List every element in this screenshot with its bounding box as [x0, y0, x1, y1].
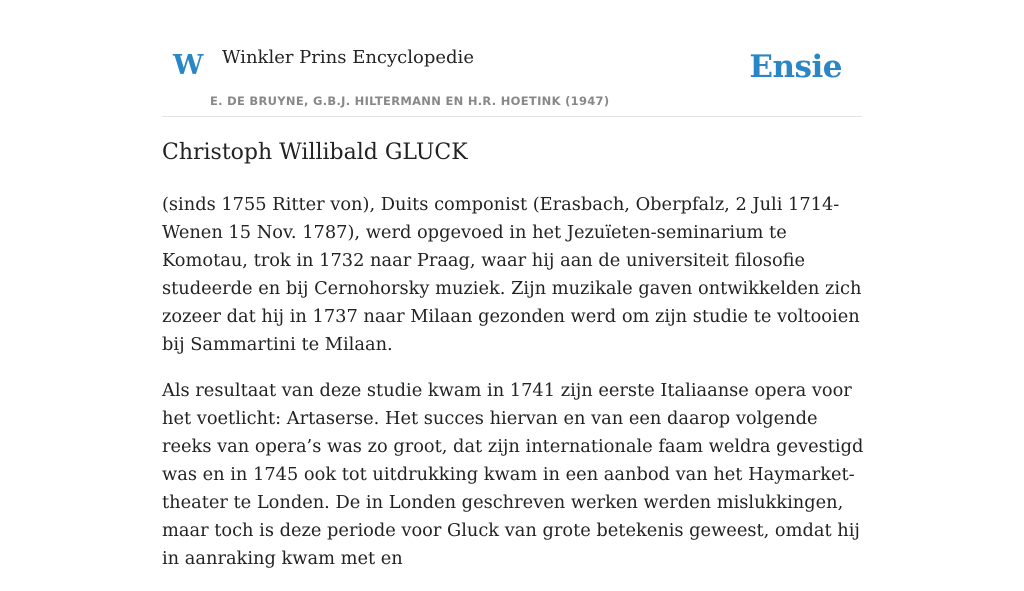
ensie-logo-link[interactable]: Ensie: [749, 49, 842, 85]
article-body: [162, 191, 864, 591]
article-paragraph: (sinds 1755 Ritter von), Duits componist (Erasbach, Oberpfalz, 2 Juli 1714-Wenen 15 Nov. 1787), werd opgevoed in het Jezuïeten-seminarium te Komotau, trok in 1732 naar Praag, waar hij aan de universiteit filosofie studeerde en bij Cernohorsky muziek. Zijn muzikale gaven ontwikkelden zich zozeer dat hij in 1737 naar Milaan gezonden werd om zijn studie te voltooien bij Sammartini te Milaan.: [162, 194, 862, 355]
article-paragraph: Als resultaat van deze studie kwam in 1741 zijn eerste Italiaanse opera voor het voetlicht: Artaserse. Het succes hiervan en van een daarop volgende reeks van opera’s was zo groot, dat zijn internationale faam weldra gevestigd was en in 1745 ook tot uitdrukking kwam in een aanbod van het Haymarket-theater te Londen. De in Londen geschreven werken werden mislukkingen, maar toch is deze periode voor Gluck van grote betekenis geweest, omdat hij in aanraking kwam met en: [162, 380, 864, 569]
source-logo-icon[interactable]: W: [173, 50, 204, 81]
header: [162, 0, 862, 117]
source-title-link[interactable]: Winkler Prins Encyclopedie: [222, 47, 474, 68]
source-authors: E. DE BRUYNE, G.B.J. HILTERMANN EN H.R. HOETINK (1947): [210, 94, 610, 108]
article-title: Christoph Willibald GLUCK: [162, 140, 468, 165]
